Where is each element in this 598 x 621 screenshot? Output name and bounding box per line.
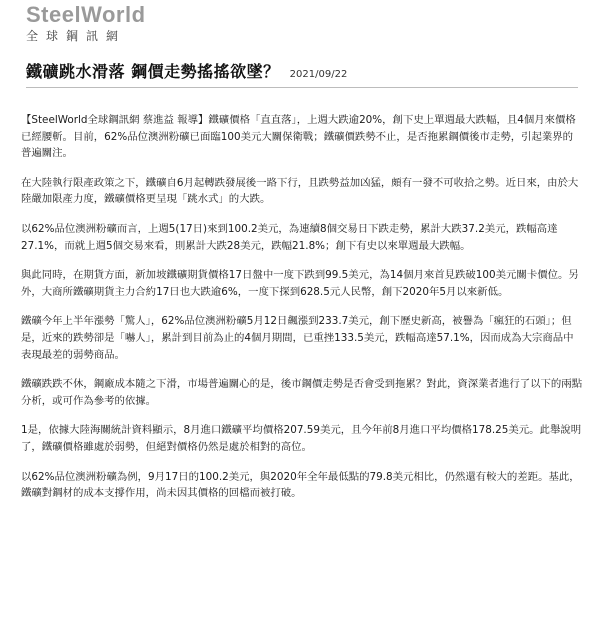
article-date: 2021/09/22 bbox=[289, 69, 348, 80]
article-paragraph: 1是，依據大陸海關統計資料顯示，8月進口鐵礦平均價格207.59美元，且今年前8月進口平均價格178.25美元。此舉說明了，鐵礦價格雖處於弱勢，但絕對價格仍然是處於相對的高位。 bbox=[21, 424, 582, 453]
article-paragraph: 在大陸執行限產政策之下，鐵礦自6月起轉跌發展後一路下行，且跌勢益加凶猛，頗有一發不可收拾之勢。近日來，由於大陸嚴加限產力度，鐵礦價格更呈現「跳水式」的大跌。 bbox=[21, 176, 579, 206]
article-paragraph: 與此同時，在期貨方面，新加坡鐵礦期貨價格17日盤中一度下跌到99.5美元，為14個月來首見跌破100美元關卡價位。另外，大商所鐵礦期貨主力合約17日也大跌逾6%，一度下探到628.5元人民幣，創下2020年5月以來新低。 bbox=[21, 269, 579, 298]
logo-wordmark: SteelWorld bbox=[26, 2, 146, 27]
article-header bbox=[26, 59, 347, 82]
steelworld-logo bbox=[26, 2, 146, 44]
article-body bbox=[21, 112, 583, 515]
article-paragraph: 以62%品位澳洲粉礦為例，9月17日的100.2美元，與2020年全年最低點的79.8美元相比，仍然還有較大的差距。基此，鐵礦對鋼材的成本支撐作用，尚未因其價格的回檔而被打破。 bbox=[21, 470, 580, 500]
article-paragraph: 鐵礦跌跌不休，鋼廠成本隨之下滑，市場普遍關心的是，後市鋼價走勢是否會受到拖累？對此，資深業者進行了以下的兩點分析，或可作為參考的依據。 bbox=[21, 378, 583, 407]
article-paragraph: 【SteelWorld全球鋼訊網 蔡進益 報導】鐵礦價格「直直落」，上週大跌逾20%，創下史上單週最大跌幅，且4個月來價格已經腰斬。目前，62%品位澳洲粉礦已面臨100美元大關保衛戰；鐵礦價跌勢不止，是否拖累鋼價後市走勢，引起業界的普遍關注。 bbox=[21, 114, 576, 160]
header-divider bbox=[26, 87, 578, 88]
article-title: 鐵礦跳水滑落 鋼價走勢搖搖欲墜？ bbox=[26, 62, 280, 81]
article-paragraph: 以62%品位澳洲粉礦而言，上週5(17日)來到100.2美元，為連續8個交易日下跌走勢，累計大跌37.2美元，跌幅高達27.1%，而就上週5個交易來看，則累計大跌28美元，跌幅21.8%；創下有史以來單週最大跌幅。 bbox=[21, 222, 558, 252]
article-paragraph: 鐵礦今年上半年漲勢「驚人」，62%品位澳洲粉礦5月12日飆漲到233.7美元，創下歷史新高，被譽為「瘋狂的石頭」；但是，近來的跌勢卻是「嚇人」，累計到目前為止的4個月期間，已重挫133.5美元，跌幅高達57.1%，因而成為大宗商品中表現最差的弱勢商品。 bbox=[21, 315, 574, 361]
logo-subtitle: 全球鋼訊網 bbox=[26, 29, 127, 43]
